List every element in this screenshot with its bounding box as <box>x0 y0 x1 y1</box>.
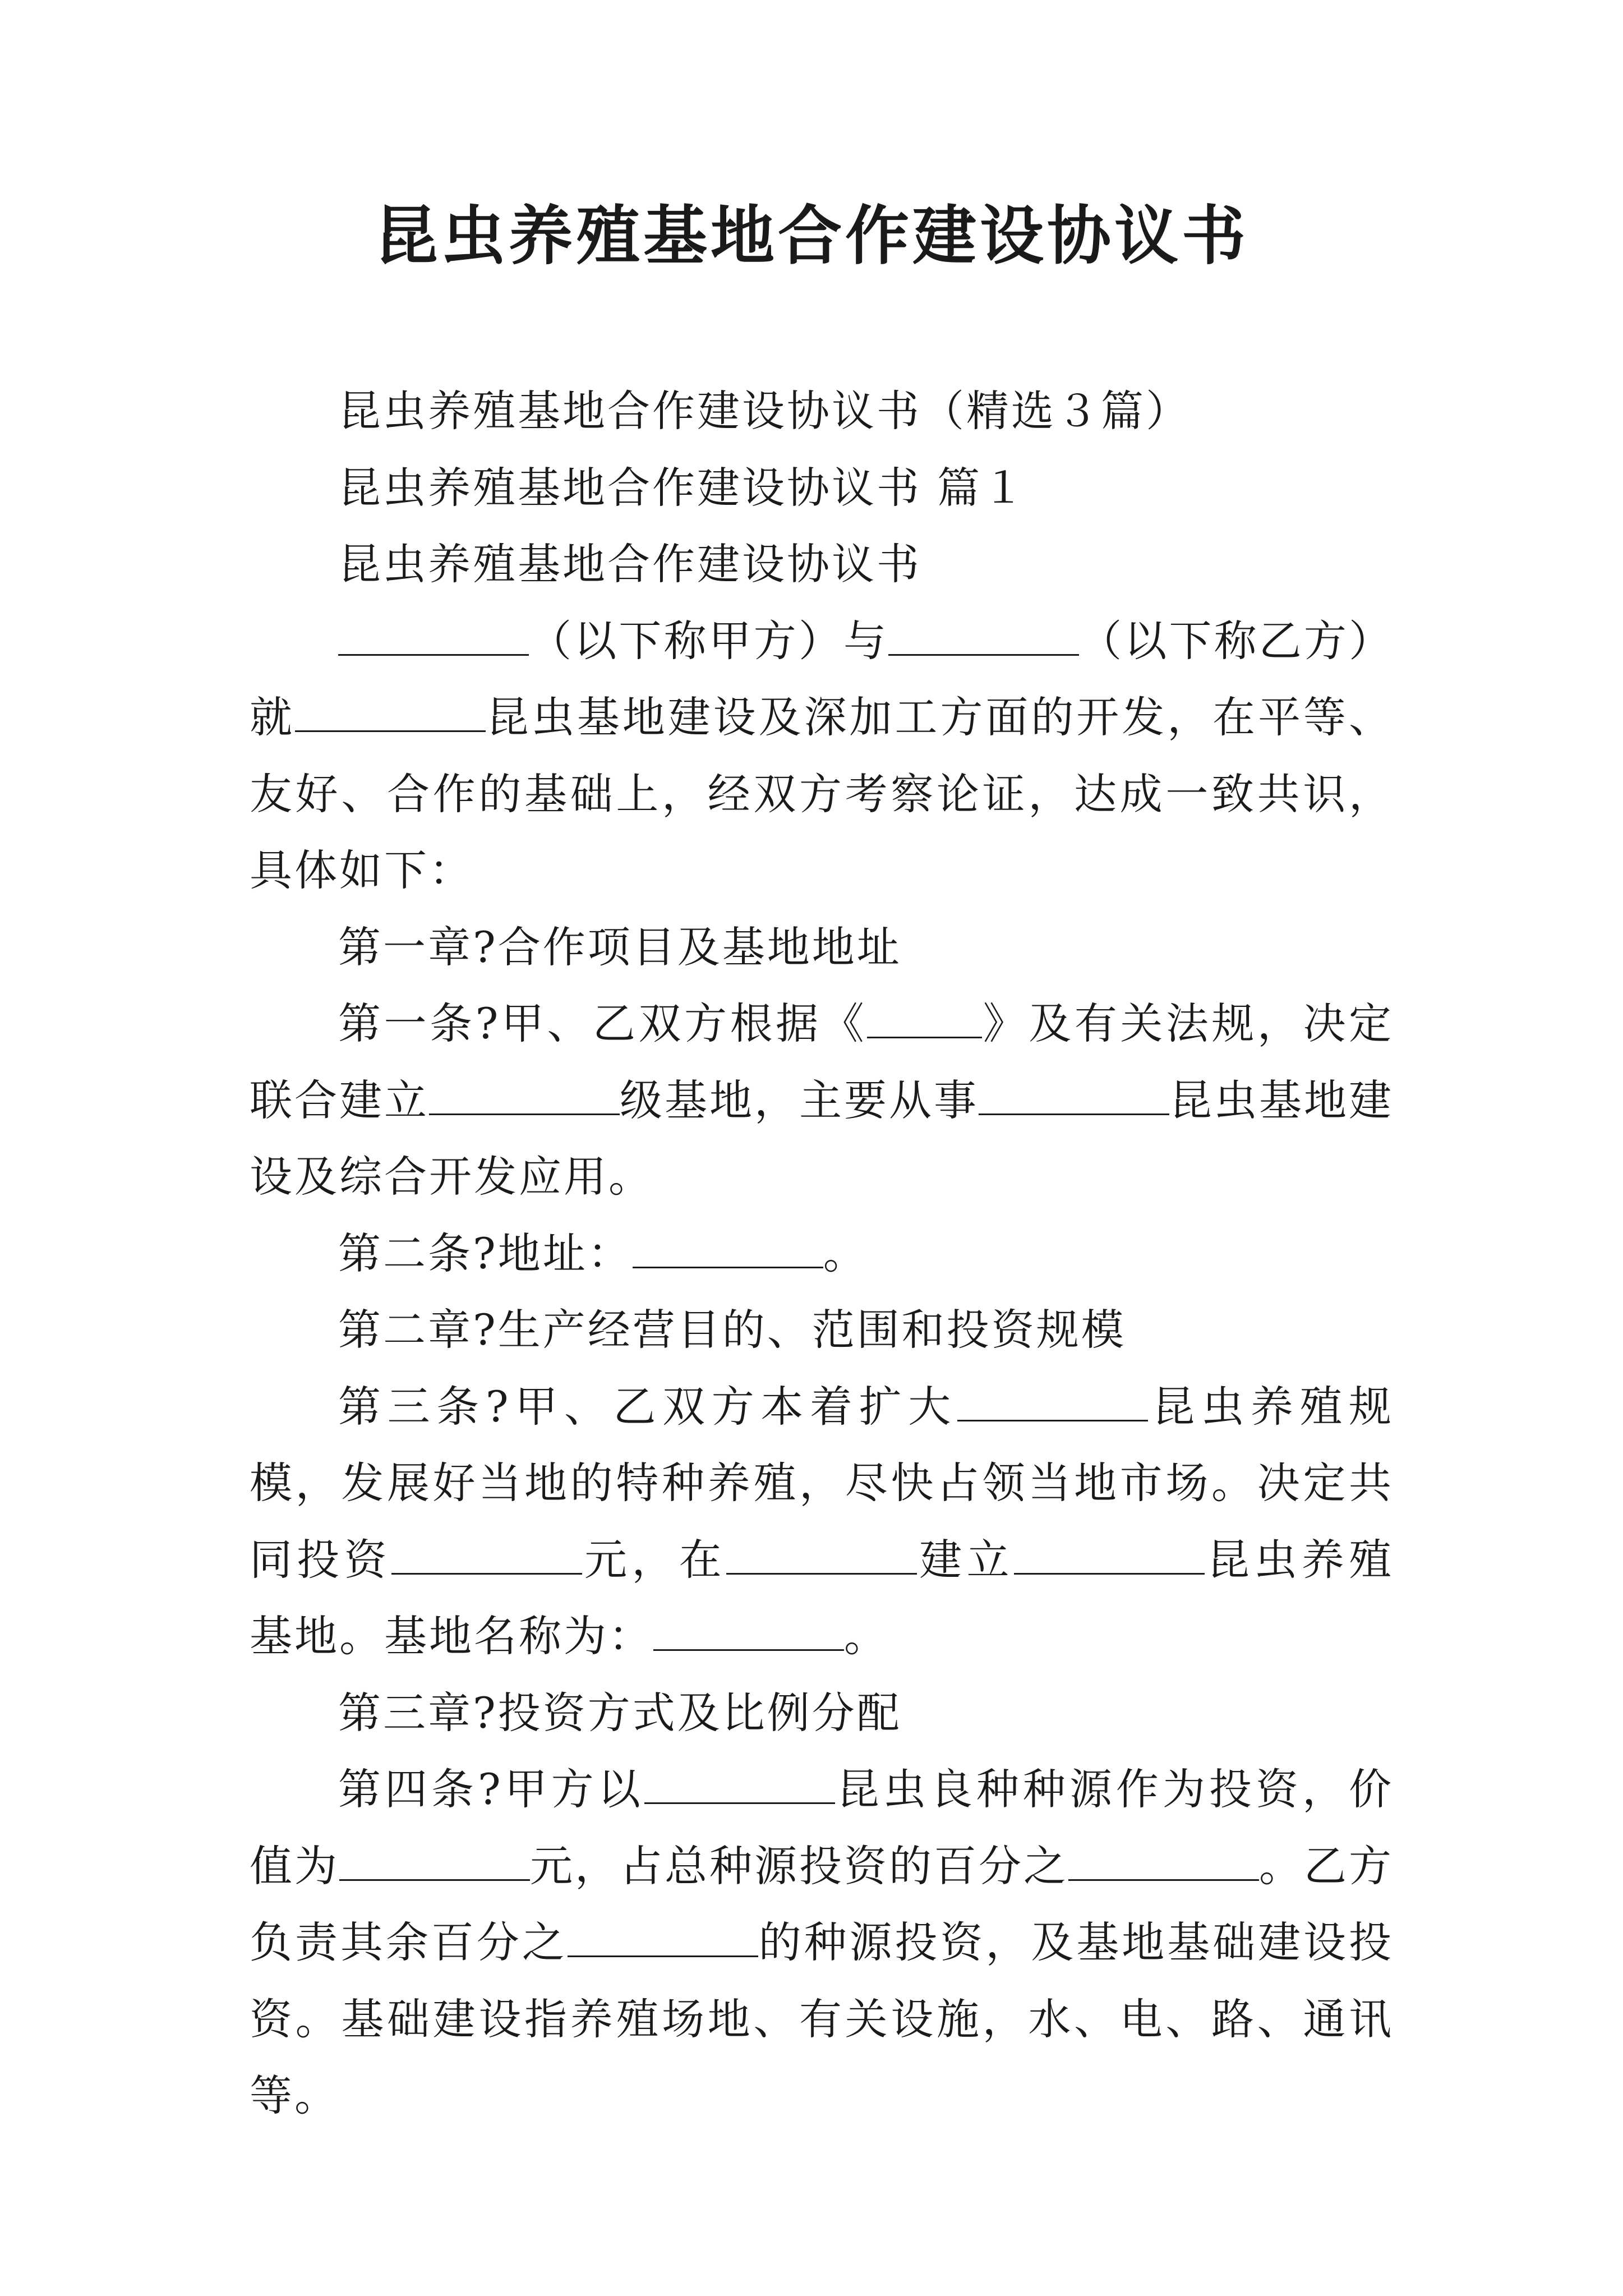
intro-text-a: （以下称甲方）与 <box>529 615 889 666</box>
art1-text-c: 级基地，主要从事 <box>620 1075 979 1125</box>
party-b-blank <box>888 617 1079 656</box>
art2-text-b: 。 <box>823 1228 868 1278</box>
address-blank <box>633 1230 823 1268</box>
art3-text-a: 第三条?甲、乙双方本着扩大 <box>338 1381 957 1432</box>
article-4-paragraph <box>250 1751 1394 2134</box>
intro-text-c: 昆虫基地建设及深加工方面的开发，在平等、友好、合作的基础上，经双方考察论证，达成一致共识，具体如下： <box>250 692 1394 895</box>
art3-text-b: 昆虫养殖规模，发展好当地的特种养殖，尽快占领当地市场。决定共同投资 <box>250 1381 1394 1585</box>
intro-text-b: （以下称乙方）就 <box>250 615 1394 742</box>
article-heading-text: 昆虫养殖基地合作建设协议书 篇１ <box>338 462 1027 513</box>
article-2-paragraph <box>250 1216 1394 1292</box>
law-name-blank <box>867 1000 982 1038</box>
agreement-title <box>250 526 1394 603</box>
art4-text-d: 。乙方负责其余百分之 <box>250 1841 1394 1967</box>
party-a-percent-blank <box>1068 1842 1259 1881</box>
chapter-2-heading <box>250 1292 1394 1369</box>
chapter-3-heading <box>250 1675 1394 1752</box>
art1-text-b: 》及有关法规，决定联合建立 <box>250 999 1394 1125</box>
document-body <box>250 373 1394 2134</box>
art4-text-c: 元，占总种源投资的百分之 <box>530 1841 1068 1891</box>
chapter-3-text: 第三章?投资方式及比例分配 <box>338 1687 902 1738</box>
art4-text-a: 第四条?甲方以 <box>338 1764 644 1814</box>
chapter-1-heading <box>250 909 1394 986</box>
subtitle-text: 昆虫养殖基地合作建设协议书（精选３篇） <box>338 386 1191 436</box>
article-3-paragraph <box>250 1369 1394 1675</box>
intro-paragraph <box>250 603 1394 909</box>
article-1-paragraph <box>250 986 1394 1216</box>
chapter-1-text: 第一章?合作项目及基地地址 <box>338 922 902 972</box>
party-b-percent-blank <box>568 1918 758 1957</box>
art3-text-c: 元，在 <box>582 1534 727 1585</box>
party-a-blank <box>338 617 529 656</box>
art3-text-e: 昆虫养殖基地。基地名称为： <box>250 1534 1394 1661</box>
chapter-2-text: 第二章?生产经营目的、范围和投资规模 <box>338 1305 1126 1355</box>
value-blank <box>339 1842 530 1881</box>
document-title: 昆虫养殖基地合作建设协议书 <box>374 198 1249 273</box>
art4-text-b: 昆虫良种种源作为投资，价值为 <box>250 1764 1394 1891</box>
location-blank <box>726 1536 917 1575</box>
art4-text-e: 的种源投资，及基地基础建设投资。基础建设指养殖场地、有关设施，水、电、路、通讯等。 <box>250 1917 1394 2120</box>
article-heading <box>250 450 1394 527</box>
art3-text-f: 。 <box>844 1611 889 1661</box>
base-name-blank <box>653 1612 844 1651</box>
base-level-blank <box>429 1076 620 1115</box>
art1-text-d: 昆虫基地建设及综合开发应用。 <box>250 1075 1394 1202</box>
investment-amount-blank <box>391 1536 582 1575</box>
region-blank <box>295 693 486 732</box>
agreement-title-text: 昆虫养殖基地合作建设协议书 <box>338 539 921 589</box>
expand-scope-blank <box>957 1383 1148 1421</box>
art2-text-a: 第二条?地址： <box>338 1228 633 1278</box>
art3-text-d: 建立 <box>917 1534 1014 1585</box>
art1-text-a: 第一条?甲、乙双方根据《 <box>338 999 868 1048</box>
breed-source-blank <box>644 1765 835 1804</box>
subtitle-line <box>250 373 1394 450</box>
insect-type-blank <box>979 1076 1169 1115</box>
base-type-blank <box>1014 1536 1205 1575</box>
